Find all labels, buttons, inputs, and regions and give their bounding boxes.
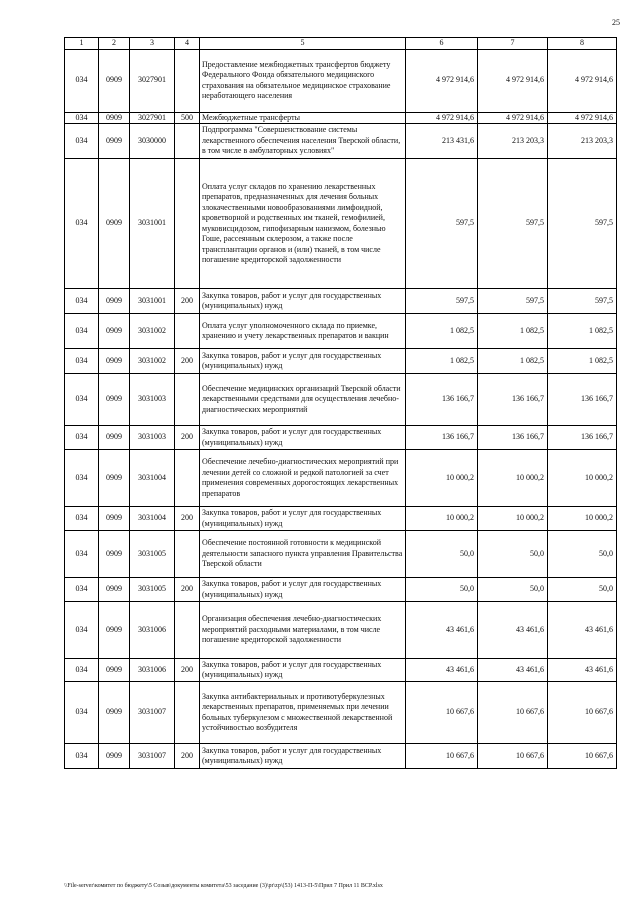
- amount-col6-cell: 10 000,2: [406, 507, 478, 531]
- target-item-code-cell: 3027901: [130, 112, 175, 124]
- amount-col7-cell: 50,0: [478, 578, 548, 602]
- amount-col7-cell: 1 082,5: [478, 314, 548, 349]
- description-cell: Закупка товаров, работ и услуг для государственных (муниципальных) нужд: [200, 289, 406, 314]
- amount-col7-cell: 10 667,6: [478, 744, 548, 769]
- expense-type-cell: [175, 531, 200, 578]
- amount-col7-cell: 10 667,6: [478, 682, 548, 744]
- amount-col8-cell: 213 203,3: [548, 124, 617, 159]
- amount-col8-cell: 597,5: [548, 289, 617, 314]
- amount-col8-cell: 10 000,2: [548, 450, 617, 507]
- amount-col6-cell: 10 667,6: [406, 682, 478, 744]
- table-row: [65, 531, 617, 578]
- amount-col8-cell: 50,0: [548, 578, 617, 602]
- description-cell: Подпрограмма "Совершенствование системы лекарственного обеспечения населения Тверской области, в том числе в амбулаторных условиях": [200, 124, 406, 159]
- section-code-cell: 0909: [99, 578, 130, 602]
- amount-col8-cell: 1 082,5: [548, 349, 617, 374]
- section-code-cell: 0909: [99, 314, 130, 349]
- header-row: [65, 38, 617, 50]
- amount-col6-cell: 136 166,7: [406, 426, 478, 450]
- amount-col8-cell: 50,0: [548, 531, 617, 578]
- target-item-code-cell: 3031003: [130, 374, 175, 426]
- amount-col7-cell: 597,5: [478, 289, 548, 314]
- description-cell: Обеспечение постоянной готовности к медицинской деятельности запасного пункта управления Правительства Тверской области: [200, 531, 406, 578]
- expense-type-cell: 200: [175, 426, 200, 450]
- ministry-code-cell: 034: [65, 578, 99, 602]
- column-number-header: 4: [175, 38, 200, 50]
- expense-type-cell: [175, 602, 200, 659]
- description-cell: Оплата услуг уполномоченного склада по приемке, хранению и учету лекарственных препаратов и вакцин: [200, 314, 406, 349]
- amount-col7-cell: 4 972 914,6: [478, 112, 548, 124]
- amount-col8-cell: 4 972 914,6: [548, 112, 617, 124]
- amount-col8-cell: 10 667,6: [548, 682, 617, 744]
- expense-type-cell: 200: [175, 349, 200, 374]
- target-item-code-cell: 3031005: [130, 578, 175, 602]
- amount-col6-cell: 597,5: [406, 289, 478, 314]
- section-code-cell: 0909: [99, 289, 130, 314]
- ministry-code-cell: 034: [65, 49, 99, 112]
- table-row: [65, 159, 617, 289]
- description-cell: Оплата услуг складов по хранению лекарственных препаратов, предназначенных для лечения больных злокачественными новообразованиями лимфоидной, кроветворной и родственных им тканей, гемофилией, муковисцидозом, гипофизарным нанизмом, болезнью Гоше, рассеянным склерозом, а также после трансплантации органов и (или) тканей, в том числе погашение кредиторской задолженности: [200, 159, 406, 289]
- amount-col7-cell: 136 166,7: [478, 426, 548, 450]
- amount-col7-cell: 1 082,5: [478, 349, 548, 374]
- description-cell: Закупка товаров, работ и услуг для государственных (муниципальных) нужд: [200, 349, 406, 374]
- amount-col6-cell: 1 082,5: [406, 349, 478, 374]
- table-row: [65, 450, 617, 507]
- section-code-cell: 0909: [99, 374, 130, 426]
- target-item-code-cell: 3031006: [130, 659, 175, 682]
- ministry-code-cell: 034: [65, 602, 99, 659]
- file-path-footer: \\File-server\комитет по бюджету\5 Созыв\документы комитета\53 заседание (3)\pr\zp\(53) 1413-П-5\Прил 7 Прил 11 ВСР.xlsx: [64, 883, 383, 889]
- expense-type-cell: [175, 159, 200, 289]
- amount-col8-cell: 43 461,6: [548, 659, 617, 682]
- amount-col7-cell: 50,0: [478, 531, 548, 578]
- ministry-code-cell: 034: [65, 112, 99, 124]
- amount-col6-cell: 1 082,5: [406, 314, 478, 349]
- table-row: [65, 682, 617, 744]
- ministry-code-cell: 034: [65, 314, 99, 349]
- amount-col8-cell: 4 972 914,6: [548, 49, 617, 112]
- description-cell: Межбюджетные трансферты: [200, 112, 406, 124]
- table-row: [65, 602, 617, 659]
- target-item-code-cell: 3031007: [130, 682, 175, 744]
- column-number-header: 8: [548, 38, 617, 50]
- amount-col7-cell: 213 203,3: [478, 124, 548, 159]
- amount-col6-cell: 50,0: [406, 531, 478, 578]
- amount-col7-cell: 597,5: [478, 159, 548, 289]
- section-code-cell: 0909: [99, 124, 130, 159]
- amount-col8-cell: 136 166,7: [548, 374, 617, 426]
- expense-type-cell: 200: [175, 659, 200, 682]
- ministry-code-cell: 034: [65, 450, 99, 507]
- column-number-header: 5: [200, 38, 406, 50]
- section-code-cell: 0909: [99, 531, 130, 578]
- amount-col8-cell: 597,5: [548, 159, 617, 289]
- ministry-code-cell: 034: [65, 349, 99, 374]
- target-item-code-cell: 3031005: [130, 531, 175, 578]
- table-row: [65, 426, 617, 450]
- expense-type-cell: [175, 450, 200, 507]
- section-code-cell: 0909: [99, 659, 130, 682]
- description-cell: Закупка товаров, работ и услуг для государственных (муниципальных) нужд: [200, 507, 406, 531]
- description-cell: Обеспечение лечебно-диагностических мероприятий при лечении детей со сложной и редкой патологией за счет применения современных дорогостоящих лекарственных препаратов: [200, 450, 406, 507]
- table-row: [65, 659, 617, 682]
- amount-col8-cell: 43 461,6: [548, 602, 617, 659]
- amount-col8-cell: 10 000,2: [548, 507, 617, 531]
- description-cell: Закупка товаров, работ и услуг для государственных (муниципальных) нужд: [200, 659, 406, 682]
- section-code-cell: 0909: [99, 507, 130, 531]
- amount-col6-cell: 43 461,6: [406, 602, 478, 659]
- table-row: [65, 124, 617, 159]
- amount-col6-cell: 50,0: [406, 578, 478, 602]
- ministry-code-cell: 034: [65, 531, 99, 578]
- amount-col7-cell: 10 000,2: [478, 507, 548, 531]
- target-item-code-cell: 3027901: [130, 49, 175, 112]
- ministry-code-cell: 034: [65, 159, 99, 289]
- amount-col6-cell: 4 972 914,6: [406, 112, 478, 124]
- target-item-code-cell: 3030000: [130, 124, 175, 159]
- column-number-header: 2: [99, 38, 130, 50]
- table-row: [65, 578, 617, 602]
- target-item-code-cell: 3031001: [130, 289, 175, 314]
- description-cell: Закупка товаров, работ и услуг для государственных (муниципальных) нужд: [200, 744, 406, 769]
- ministry-code-cell: 034: [65, 426, 99, 450]
- description-cell: Обеспечение медицинских организаций Тверской области лекарственными средствами для осуществления лечебно-диагностических мероприятий: [200, 374, 406, 426]
- target-item-code-cell: 3031004: [130, 450, 175, 507]
- target-item-code-cell: 3031002: [130, 314, 175, 349]
- ministry-code-cell: 034: [65, 682, 99, 744]
- target-item-code-cell: 3031003: [130, 426, 175, 450]
- description-cell: Организация обеспечения лечебно-диагностических мероприятий расходными материалами, в том числе погашение кредиторской задолженности: [200, 602, 406, 659]
- amount-col7-cell: 136 166,7: [478, 374, 548, 426]
- column-number-header: 1: [65, 38, 99, 50]
- target-item-code-cell: 3031007: [130, 744, 175, 769]
- description-cell: Предоставление межбюджетных трансфертов бюджету Федерального Фонда обязательного медицинского страхования на обязательное медицинское страхование неработающего населения: [200, 49, 406, 112]
- expense-type-cell: [175, 682, 200, 744]
- table-row: [65, 507, 617, 531]
- amount-col7-cell: 10 000,2: [478, 450, 548, 507]
- ministry-code-cell: 034: [65, 507, 99, 531]
- column-number-header: 7: [478, 38, 548, 50]
- table-row: [65, 374, 617, 426]
- target-item-code-cell: 3031001: [130, 159, 175, 289]
- table-row: [65, 49, 617, 112]
- budget-table: [64, 37, 617, 769]
- ministry-code-cell: 034: [65, 659, 99, 682]
- target-item-code-cell: 3031004: [130, 507, 175, 531]
- section-code-cell: 0909: [99, 349, 130, 374]
- table-row: [65, 289, 617, 314]
- section-code-cell: 0909: [99, 112, 130, 124]
- description-cell: Закупка антибактериальных и противотуберкулезных лекарственных препаратов, применяемых при лечении больных туберкулезом с множественной лекарственной устойчивостью возбудителя: [200, 682, 406, 744]
- amount-col6-cell: 213 431,6: [406, 124, 478, 159]
- table-row: [65, 314, 617, 349]
- section-code-cell: 0909: [99, 450, 130, 507]
- section-code-cell: 0909: [99, 49, 130, 112]
- table-row: [65, 349, 617, 374]
- expense-type-cell: 200: [175, 289, 200, 314]
- amount-col8-cell: 10 667,6: [548, 744, 617, 769]
- expense-type-cell: 500: [175, 112, 200, 124]
- amount-col6-cell: 10 667,6: [406, 744, 478, 769]
- expense-type-cell: [175, 49, 200, 112]
- amount-col8-cell: 136 166,7: [548, 426, 617, 450]
- amount-col6-cell: 4 972 914,6: [406, 49, 478, 112]
- page-number: 25: [612, 18, 620, 27]
- section-code-cell: 0909: [99, 744, 130, 769]
- amount-col7-cell: 4 972 914,6: [478, 49, 548, 112]
- table-row: [65, 112, 617, 124]
- ministry-code-cell: 034: [65, 744, 99, 769]
- section-code-cell: 0909: [99, 426, 130, 450]
- ministry-code-cell: 034: [65, 289, 99, 314]
- section-code-cell: 0909: [99, 682, 130, 744]
- amount-col8-cell: 1 082,5: [548, 314, 617, 349]
- column-number-header: 3: [130, 38, 175, 50]
- ministry-code-cell: 034: [65, 124, 99, 159]
- description-cell: Закупка товаров, работ и услуг для государственных (муниципальных) нужд: [200, 578, 406, 602]
- section-code-cell: 0909: [99, 159, 130, 289]
- expense-type-cell: [175, 314, 200, 349]
- target-item-code-cell: 3031006: [130, 602, 175, 659]
- amount-col7-cell: 43 461,6: [478, 602, 548, 659]
- amount-col6-cell: 43 461,6: [406, 659, 478, 682]
- expense-type-cell: 200: [175, 744, 200, 769]
- amount-col7-cell: 43 461,6: [478, 659, 548, 682]
- expense-type-cell: 200: [175, 578, 200, 602]
- section-code-cell: 0909: [99, 602, 130, 659]
- description-cell: Закупка товаров, работ и услуг для государственных (муниципальных) нужд: [200, 426, 406, 450]
- ministry-code-cell: 034: [65, 374, 99, 426]
- expense-type-cell: 200: [175, 507, 200, 531]
- expense-type-cell: [175, 374, 200, 426]
- table-row: [65, 744, 617, 769]
- amount-col6-cell: 136 166,7: [406, 374, 478, 426]
- amount-col6-cell: 597,5: [406, 159, 478, 289]
- amount-col6-cell: 10 000,2: [406, 450, 478, 507]
- target-item-code-cell: 3031002: [130, 349, 175, 374]
- expense-type-cell: [175, 124, 200, 159]
- column-number-header: 6: [406, 38, 478, 50]
